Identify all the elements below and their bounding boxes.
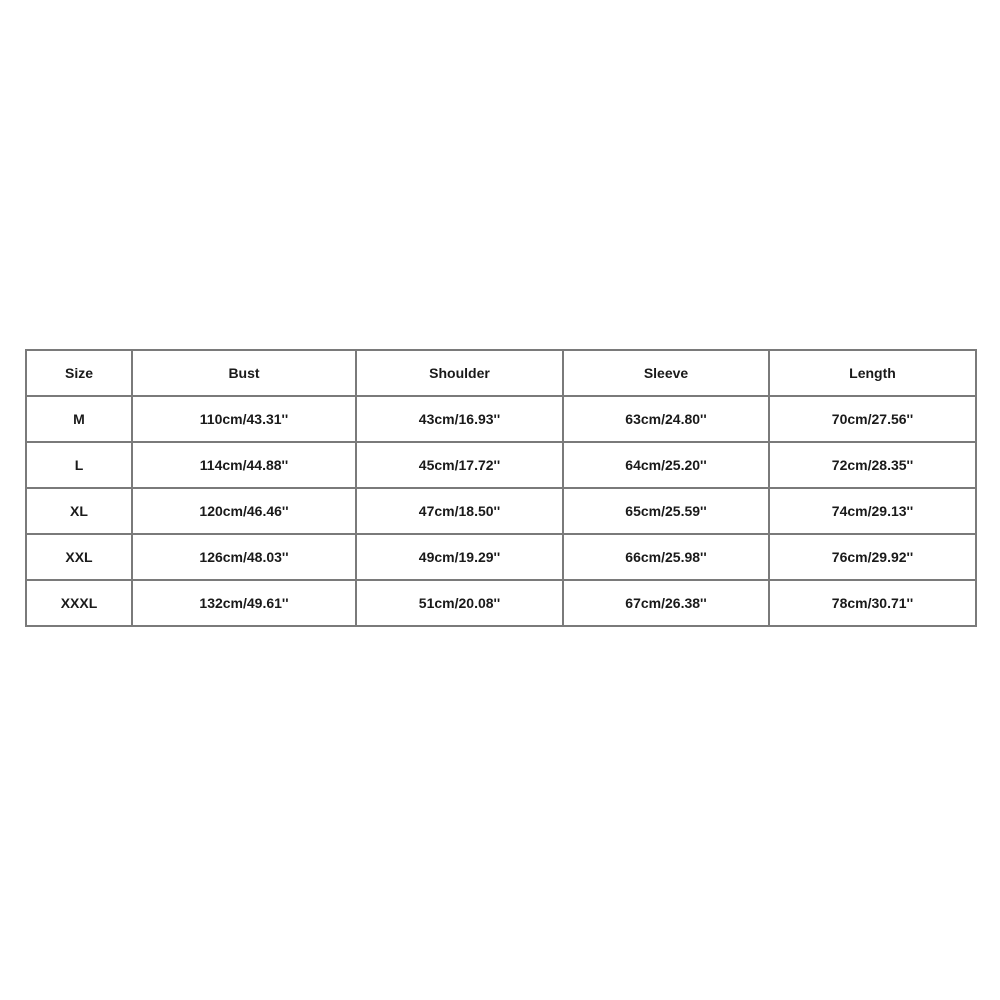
header-cell-shoulder: Shoulder bbox=[356, 350, 563, 396]
sleeve-cell: 64cm/25.20'' bbox=[563, 442, 769, 488]
size-cell: XXL bbox=[26, 534, 132, 580]
table-row bbox=[26, 580, 976, 626]
size-cell: L bbox=[26, 442, 132, 488]
length-cell: 78cm/30.71'' bbox=[769, 580, 976, 626]
length-cell: 74cm/29.13'' bbox=[769, 488, 976, 534]
sleeve-cell: 67cm/26.38'' bbox=[563, 580, 769, 626]
bust-cell: 110cm/43.31'' bbox=[132, 396, 356, 442]
header-cell-size: Size bbox=[26, 350, 132, 396]
shoulder-cell: 47cm/18.50'' bbox=[356, 488, 563, 534]
table-header-row bbox=[26, 350, 976, 396]
shoulder-cell: 49cm/19.29'' bbox=[356, 534, 563, 580]
bust-cell: 114cm/44.88'' bbox=[132, 442, 356, 488]
length-cell: 76cm/29.92'' bbox=[769, 534, 976, 580]
sleeve-cell: 66cm/25.98'' bbox=[563, 534, 769, 580]
table-row bbox=[26, 534, 976, 580]
table-row bbox=[26, 396, 976, 442]
shoulder-cell: 51cm/20.08'' bbox=[356, 580, 563, 626]
bust-cell: 126cm/48.03'' bbox=[132, 534, 356, 580]
header-cell-sleeve: Sleeve bbox=[563, 350, 769, 396]
header-cell-length: Length bbox=[769, 350, 976, 396]
table-row bbox=[26, 488, 976, 534]
sleeve-cell: 63cm/24.80'' bbox=[563, 396, 769, 442]
length-cell: 70cm/27.56'' bbox=[769, 396, 976, 442]
bust-cell: 120cm/46.46'' bbox=[132, 488, 356, 534]
size-chart-table bbox=[25, 349, 977, 627]
size-cell: XXXL bbox=[26, 580, 132, 626]
bust-cell: 132cm/49.61'' bbox=[132, 580, 356, 626]
shoulder-cell: 43cm/16.93'' bbox=[356, 396, 563, 442]
length-cell: 72cm/28.35'' bbox=[769, 442, 976, 488]
header-cell-bust: Bust bbox=[132, 350, 356, 396]
sleeve-cell: 65cm/25.59'' bbox=[563, 488, 769, 534]
size-cell: M bbox=[26, 396, 132, 442]
table-row bbox=[26, 442, 976, 488]
size-cell: XL bbox=[26, 488, 132, 534]
shoulder-cell: 45cm/17.72'' bbox=[356, 442, 563, 488]
